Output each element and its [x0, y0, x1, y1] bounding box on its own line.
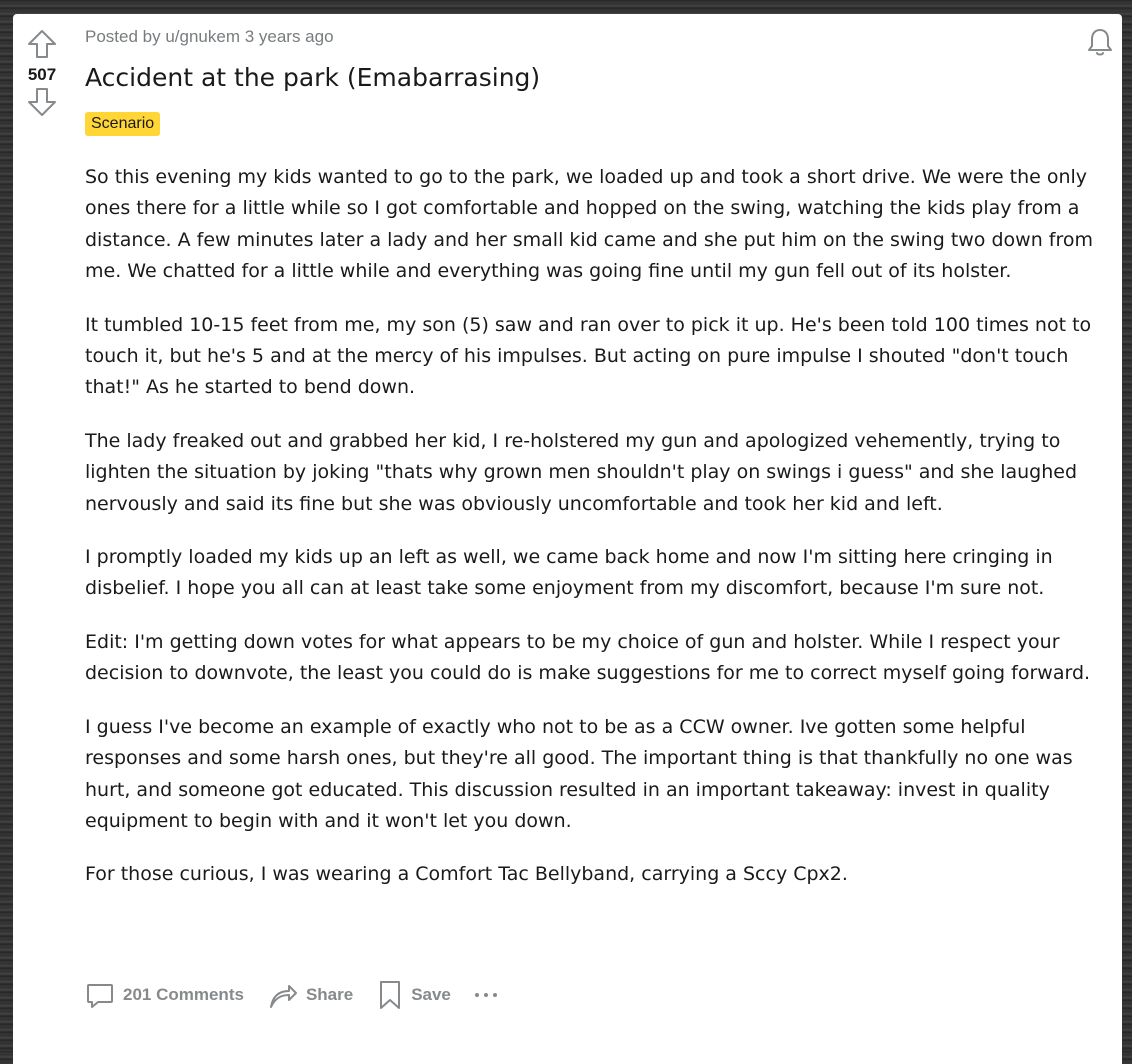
post-paragraph: The lady freaked out and grabbed her kid, I re-holstered my gun and apologized vehemently, trying to lighten the situation by joking "thats why grown men shouldn't play on swings i guess" and she laughed nervously and said its fine but she was obviously uncomfortable and took her kid and left. [85, 429, 1078, 515]
comments-label: 201 Comments [123, 985, 244, 1004]
share-label: Share [305, 985, 354, 1004]
post-card [13, 14, 1122, 1064]
vote-count: 507 [27, 65, 57, 84]
post-paragraph: So this evening my kids wanted to go to the park, we loaded up and took a short drive. We were the only ones there for a little while so I got comfortable and hopped on the swing, watching the kids play from a distance. A few minutes later a lady and her small kid came and she put him on the swing two down from me. We chatted for a little while and everything was going fine until my gun fell out of its holster. [85, 166, 1093, 283]
post-paragraph: For those curious, I was wearing a Comfort Tac Bellyband, carrying a Sccy Cpx2. [85, 863, 848, 886]
share-arrow-icon [268, 980, 298, 1010]
share-button[interactable] [268, 980, 353, 1010]
more-dots-icon [475, 993, 479, 997]
upvote-arrow-icon[interactable] [26, 28, 58, 60]
bell-icon[interactable] [1084, 26, 1116, 58]
bookmark-icon [377, 980, 403, 1010]
post-paragraph: Edit: I'm getting down votes for what appears to be my choice of gun and holster. While I respect your decision to downvote, the least you could do is make suggestions for me to correct myself going forward. [85, 630, 1091, 685]
post-meta[interactable]: Posted by u/gnukem 3 years ago [85, 27, 334, 46]
post-paragraph: I promptly loaded my kids up an left as well, we came back home and now I'm sitting here cringing in disbelief. I hope you all can at least take some enjoyment from my discomfort, because I'm sure not. [85, 546, 1053, 600]
post-actions [85, 980, 502, 1010]
downvote-arrow-icon[interactable] [26, 86, 58, 118]
comment-bubble-icon [85, 980, 115, 1010]
post-body [85, 162, 1095, 913]
more-options-button[interactable] [475, 993, 502, 997]
post-flair[interactable]: Scenario [85, 112, 160, 136]
vote-column [13, 14, 71, 118]
save-label: Save [411, 985, 451, 1004]
comments-button[interactable] [85, 980, 244, 1010]
save-button[interactable] [377, 980, 451, 1010]
post-title[interactable]: Accident at the park (Emabarrasing) [85, 63, 541, 92]
post-paragraph: I guess I've become an example of exactly who not to be as a CCW owner. Ive gotten some helpful responses and some harsh ones, but they're all good. The important thing is that thankfully no one was hurt, and someone got educated. This discussion resulted in an important takeaway: invest in quality equipment to begin with and it won't let you down. [85, 715, 1073, 832]
post-paragraph: It tumbled 10-15 feet from me, my son (5) saw and ran over to pick it up. He's been told 100 times not to touch it, but he's 5 and at the mercy of his impulses. But acting on pure impulse I shouted "don't touch that!" As he started to bend down. [85, 313, 1092, 399]
